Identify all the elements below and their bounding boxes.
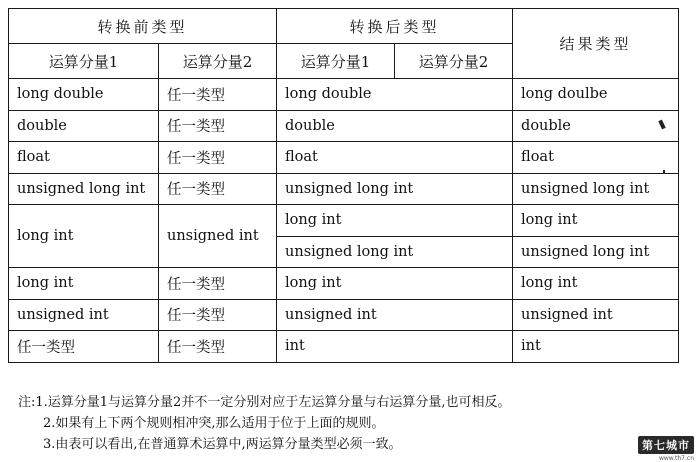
table-notes [18, 392, 658, 455]
cell-before-operand-2: 任一类型 [159, 79, 277, 111]
table-row [9, 79, 679, 111]
cell-after-conversion: unsigned int [277, 299, 513, 331]
header-before-operand-1: 运算分量1 [9, 44, 159, 79]
scan-speck [663, 170, 665, 174]
header-row-1 [9, 9, 679, 44]
header-before-operand-2: 运算分量2 [159, 44, 277, 79]
table-row [9, 110, 679, 142]
cell-result-type: long int [513, 205, 679, 237]
cell-before-operand-2: 任一类型 [159, 142, 277, 174]
cell-result-type: long doulbe [513, 79, 679, 111]
watermark-logo: 第七城市 [638, 436, 694, 454]
table-row [9, 331, 679, 363]
cell-after-conversion: long int [277, 268, 513, 300]
type-conversion-table [8, 8, 679, 363]
cell-result-type: int [513, 331, 679, 363]
cell-result-type: unsigned int [513, 299, 679, 331]
cell-result-type: double [513, 110, 679, 142]
site-watermark [586, 436, 694, 462]
cell-after-conversion: unsigned long int [277, 173, 513, 205]
cell-before-operand-2: 任一类型 [159, 173, 277, 205]
cell-result-type: long int [513, 268, 679, 300]
cell-before-operand-2: unsigned int [159, 205, 277, 268]
cell-before-operand-1: unsigned int [9, 299, 159, 331]
cell-before-operand-2: 任一类型 [159, 331, 277, 363]
cell-after-conversion: long double [277, 79, 513, 111]
table-row [9, 268, 679, 300]
cell-before-operand-1: long int [9, 268, 159, 300]
cell-result-type: unsigned long int [513, 173, 679, 205]
header-after-operand-2: 运算分量2 [395, 44, 513, 79]
cell-before-operand-1: float [9, 142, 159, 174]
cell-before-operand-1: 任一类型 [9, 331, 159, 363]
note-2: 2.如果有上下两个规则相冲突,那么适用于位于上面的规则。 [43, 416, 385, 431]
header-before-conversion: 转换前类型 [9, 9, 277, 44]
cell-after-conversion: float [277, 142, 513, 174]
cell-result-type: float [513, 142, 679, 174]
cell-after-conversion: unsigned long int [277, 236, 513, 268]
table-row [9, 142, 679, 174]
cell-before-operand-1: unsigned long int [9, 173, 159, 205]
table-row [9, 299, 679, 331]
cell-after-conversion: int [277, 331, 513, 363]
header-after-operand-1: 运算分量1 [277, 44, 395, 79]
cell-before-operand-1: double [9, 110, 159, 142]
header-after-conversion: 转换后类型 [277, 9, 513, 44]
cell-before-operand-1: long double [9, 79, 159, 111]
cell-after-conversion: long int [277, 205, 513, 237]
cell-before-operand-2: 任一类型 [159, 299, 277, 331]
cell-result-type: unsigned long int [513, 236, 679, 268]
cell-before-operand-1: long int [9, 205, 159, 268]
cell-before-operand-2: 任一类型 [159, 110, 277, 142]
cell-after-conversion: double [277, 110, 513, 142]
header-result-type: 结果类型 [513, 9, 679, 79]
table-row [9, 205, 679, 237]
cell-before-operand-2: 任一类型 [159, 268, 277, 300]
note-1: 注:1.运算分量1与运算分量2并不一定分别对应于左运算分量与右运算分量,也可相反。 [18, 395, 511, 410]
table-row [9, 173, 679, 205]
watermark-url: www.th7.cn [658, 455, 694, 462]
note-3: 3.由表可以看出,在普通算术运算中,两运算分量类型必须一致。 [43, 437, 402, 452]
